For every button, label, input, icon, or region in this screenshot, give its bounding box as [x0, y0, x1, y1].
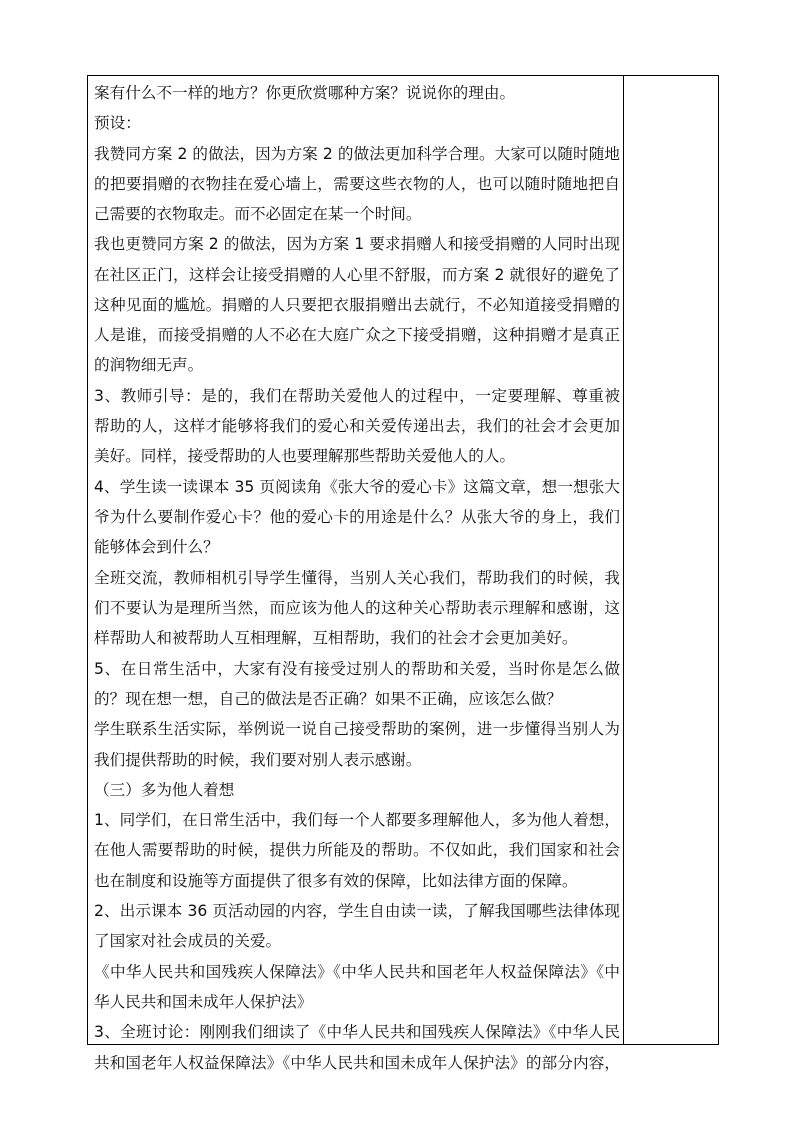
text-line: 的润物细无声。: [94, 356, 204, 374]
text-line: 了国家对社会成员的关爱。: [94, 932, 282, 950]
text-line: 美好。同样，接受帮助的人也要理解那些帮助关爱他人的人。: [94, 447, 516, 465]
text-line: 己需要的衣物取走。而不必固定在某一个时间。: [94, 205, 422, 223]
text-line: 的把要捐赠的衣物挂在爱心墙上，需要这些衣物的人，也可以随时随地把自: [94, 175, 620, 193]
text-line: 1、同学们，在日常生活中，我们每一个人都要多理解他人，多为他人着想，: [94, 811, 620, 829]
text-line: 们不要认为是理所当然，而应该为他人的这种关心帮助表示理解和感谢，这: [94, 599, 620, 617]
text-line: 5、在日常生活中，大家有没有接受过别人的帮助和关爱，当时你是怎么做: [94, 660, 620, 678]
text-line: 我也更赞同方案 2 的做法，因为方案 1 要求捐赠人和接受捐赠的人同时出现: [94, 235, 620, 253]
text-line: 4、学生读一读课本 35 页阅读角《张大爷的爱心卡》这篇文章，想一想张大: [94, 478, 620, 496]
text-line: 学生联系生活实际，举例说一说自己接受帮助的案例，进一步懂得当别人为: [94, 720, 620, 738]
text-line: 帮助的人，这样才能够将我们的爱心和关爱传递出去，我们的社会才会更加: [94, 417, 620, 435]
text-line: 的？现在想一想，自己的做法是否正确？如果不正确，应该怎么做？: [94, 690, 562, 708]
text-line: 人是谁，而接受捐赠的人不必在大庭广众之下接受捐赠，这种捐赠才是真正: [94, 326, 620, 344]
text-line: 样帮助人和被帮助人互相理解，互相帮助，我们的社会才会更加美好。: [94, 629, 578, 647]
text-line: 这种见面的尴尬。捐赠的人只要把衣服捐赠出去就行，不必知道接受捐赠的: [94, 296, 620, 314]
text-line: 爷为什么要制作爱心卡？他的爱心卡的用途是什么？从张大爷的身上，我们: [94, 508, 620, 526]
text-line: 能够体会到什么？: [94, 538, 219, 556]
text-line: 全班交流，教师相机引导学生懂得，当别人关心我们，帮助我们的时候，我: [94, 569, 620, 587]
text-line: 也在制度和设施等方面提供了很多有效的保障，比如法律方面的保障。: [94, 872, 578, 890]
text-line: 在社区正门，这样会让接受捐赠的人心里不舒服，而方案 2 就很好的避免了: [94, 266, 620, 284]
table-column-divider: [623, 75, 624, 1045]
text-line: 3、全班讨论：刚刚我们细读了《中华人民共和国残疾人保障法》《中华人民: [94, 1023, 620, 1041]
text-line: 共和国老年人权益保障法》《中华人民共和国未成年人保护法》的部分内容，: [94, 1054, 620, 1072]
text-line: 《中华人民共和国残疾人保障法》《中华人民共和国老年人权益保障法》《中: [94, 963, 620, 981]
text-line: 在他人需要帮助的时候，提供力所能及的帮助。不仅如此，我们国家和社会: [94, 841, 620, 859]
text-line: 3、教师引导：是的，我们在帮助关爱他人的过程中，一定要理解、尊重被: [94, 387, 620, 405]
text-line: 案有什么不一样的地方？你更欣赏哪种方案？说说你的理由。: [94, 84, 516, 102]
section-heading: （三）多为他人着想: [94, 781, 235, 799]
text-line: 我赞同方案 2 的做法，因为方案 2 的做法更加科学合理。大家可以随时随地: [94, 145, 620, 163]
text-line: 2、出示课本 36 页活动园的内容，学生自由读一读，了解我国哪些法律体现: [94, 902, 620, 920]
text-line: 预设：: [94, 114, 141, 132]
text-line: 华人民共和国未成年人保护法》: [94, 993, 313, 1011]
text-line: 我们提供帮助的时候，我们要对别人表示感谢。: [94, 751, 422, 769]
